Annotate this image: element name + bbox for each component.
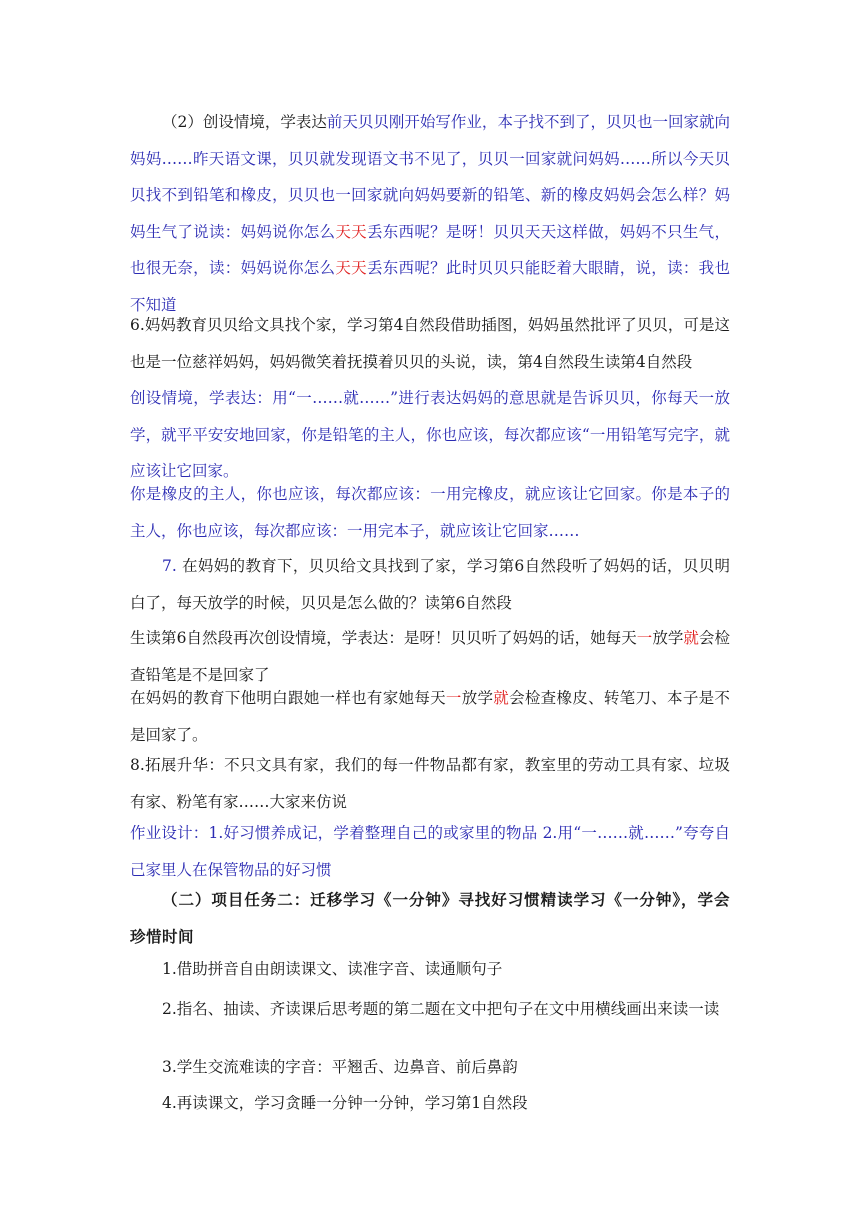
scenario-2-text-c: 会检查铅笔是不是回家了 bbox=[130, 629, 730, 684]
scenario-text: 前天贝贝刚开始写作业，本子找不到了，贝贝也一回家就向妈妈……昨天语文课，贝贝就发现语文书不见了，贝贝一回家就问妈妈……所以今天贝贝找不到铅笔和橡皮，贝贝也一回家就向妈妈要新的铅笔、新的橡皮妈妈会怎么样？妈妈生气了说读：妈妈说你怎么 bbox=[130, 113, 730, 241]
highlight-jiu: 就 bbox=[683, 629, 699, 647]
education-text-c: 会检查橡皮、转笔刀、本子是不是回家了。 bbox=[130, 689, 730, 744]
paragraph-expression-2: 你是橡皮的主人，你也应该，每次都应该：一用完橡皮，就应该让它回家。你是本子的主人，你也应该，每次都应该：一用完本子，就应该让它回家…… bbox=[130, 485, 730, 540]
paragraph-step-7 bbox=[130, 548, 730, 621]
list-item-1: 1.借助拼音自由朗读课文、读准字音、读通顺句子 bbox=[162, 960, 503, 978]
paragraph-step-6: 6.妈妈教育贝贝给文具找个家，学习第4自然段借助插图，妈妈虽然批评了贝贝，可是这也是一位慈祥妈妈，妈妈微笑着抚摸着贝贝的头说，读，第4自然段生读第4自然段 bbox=[130, 316, 730, 371]
step-7-text: 在妈妈的教育下，贝贝给文具找到了家，学习第6自然段听了妈妈的话，贝贝明白了，每天放学的时候，贝贝是怎么做的？读第6自然段 bbox=[130, 557, 730, 612]
paragraph-step-8: 8.拓展升华：不只文具有家，我们的每一件物品都有家，教室里的劳动工具有家、垃圾有家、粉笔有家……大家来仿说 bbox=[130, 756, 730, 811]
scenario-text-end: 丢东西呢？此时贝贝只能眨着大眼睛，说，读：我也不知道 bbox=[130, 259, 730, 314]
list-item-4: 4.再读课文，学习贪睡一分钟一分钟，学习第1自然段 bbox=[162, 1094, 528, 1112]
paragraph-scenario-1 bbox=[130, 104, 730, 323]
scenario-2-text: 生读第6自然段再次创设情境，学表达：是呀！贝贝听了妈妈的话，她每天 bbox=[130, 629, 637, 647]
education-text-b: 放学 bbox=[461, 689, 494, 707]
highlight-yi-2: 一 bbox=[445, 689, 462, 707]
education-text: 在妈妈的教育下他明白跟她一样也有家她每天 bbox=[130, 689, 446, 707]
paragraph-expression-1: 创设情境，学表达：用“一……就……”进行表达妈妈的意思就是告诉贝贝，你每天一放学，就平平安安地回家，你是铅笔的主人，你也应该，每次都应该“一用铅笔写完字，就应该让它回家。 bbox=[130, 389, 730, 480]
scenario-text-cont: 丢东西呢？是呀！贝贝天天这样做，妈妈不只生气，也很无奈，读：妈妈说你怎么 bbox=[130, 222, 730, 277]
scenario-lead: （2）创设情境，学表达 bbox=[162, 113, 327, 131]
section-heading-task-2: （二）项目任务二：迁移学习《一分钟》寻找好习惯精读学习《一分钟》，学会珍惜时间 bbox=[130, 890, 730, 946]
step-7-number: 7. bbox=[162, 557, 177, 575]
highlight-yi: 一 bbox=[636, 629, 653, 647]
highlight-tiantian: 天天 bbox=[335, 222, 367, 241]
highlight-jiu-2: 就 bbox=[493, 689, 510, 707]
paragraph-homework: 作业设计：1.好习惯养成记，学着整理自己的或家里的物品 2.用“一……就……”夸夸自己家里人在保管物品的好习惯 bbox=[130, 824, 730, 879]
list-item-3: 3.学生交流难读的字音：平翘舌、边鼻音、前后鼻韵 bbox=[162, 1058, 518, 1076]
scenario-2-text-b: 放学 bbox=[652, 629, 684, 647]
highlight-tiantian-2: 天天 bbox=[335, 259, 367, 277]
list-item-2: 2.指名、抽读、齐读课后思考题的第二题在文中把句子在文中用横线画出来读一读 bbox=[162, 1000, 720, 1018]
paragraph-education bbox=[130, 680, 730, 753]
